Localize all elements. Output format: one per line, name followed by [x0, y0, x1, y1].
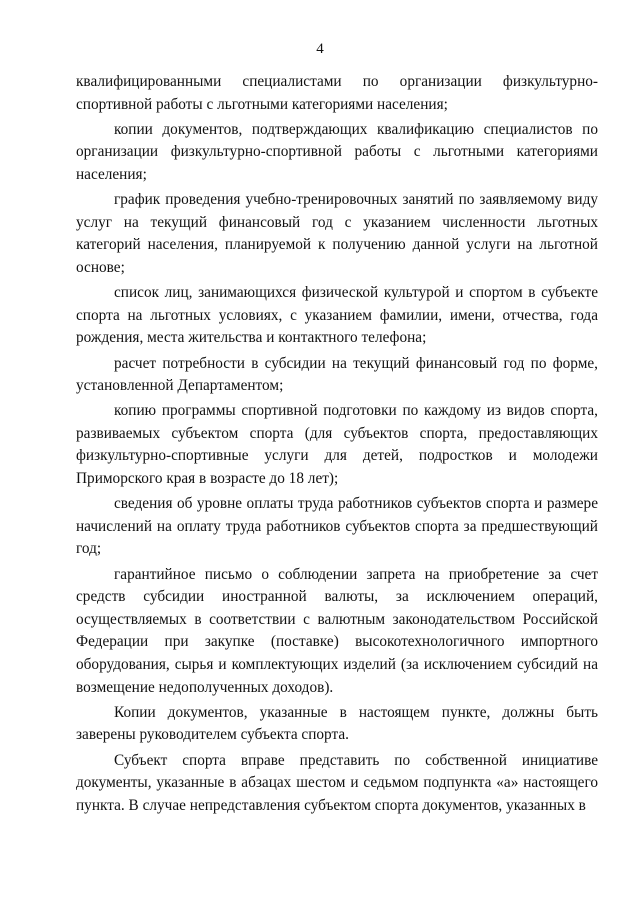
paragraph-wage-information: сведения об уровне оплаты труда работников субъектов спорта и размере начислений на оплату труда работников субъектов спорта за предшествующий год;	[76, 495, 598, 558]
paragraph-training-program: копию программы спортивной подготовки по каждому из видов спорта, развиваемых субъектом спорта (для субъектов спорта, предоставляющих физкультурно-спортивные услуги для детей, подростков и молодежи Приморского края в возрасте до 18 лет);	[76, 402, 598, 488]
page-number: 4	[316, 41, 324, 57]
paragraph-qualification-copies: копии документов, подтверждающих квалификацию специалистов по организации физкультурно-спортивной работы с льготными категориями населения;	[76, 120, 598, 183]
paragraph-persons-list: список лиц, занимающихся физической культурой и спортом в субъекте спорта на льготных условиях, с указанием фамилии, имени, отчества, года рождения, места жительства и контактного телефона;	[76, 284, 598, 347]
paragraph-document-certification: Копии документов, указанные в настоящем пункте, должны быть заверены руководителем субъекта спорта.	[76, 703, 598, 744]
document-body	[76, 71, 598, 817]
paragraph-own-initiative: Субъект спорта вправе представить по собственной инициативе документы, указанные в абзацах шестом и седьмом подпункта «а» настоящего пункта. В случае непредставления субъектом спорта документов, указанных в	[76, 751, 598, 814]
paragraph-qualified-specialists: квалифицированными специалистами по организации физкультурно-спортивной работы с льготными категориями населения;	[76, 73, 598, 113]
paragraph-training-schedule: график проведения учебно-тренировочных занятий по заявляемому виду услуг на текущий финансовый год с указанием численности льготных категорий населения, планируемой к получению данной услуги на льготной основе;	[76, 191, 598, 276]
paragraph-subsidy-calculation: расчет потребности в субсидии на текущий финансовый год по форме, установленной Департаментом;	[76, 354, 598, 395]
paragraph-guarantee-letter: гарантийное письмо о соблюдении запрета на приобретение за счет средств субсидии иностранной валюты, за исключением операций, осуществляемых в соответствии с валютным законодательством Российской Федерации при закупке (поставке) высокотехнологичного импортного оборудования, сырья и комплектующих изделий (за исключением субсидий на возмещение недополученных доходов).	[76, 565, 598, 696]
